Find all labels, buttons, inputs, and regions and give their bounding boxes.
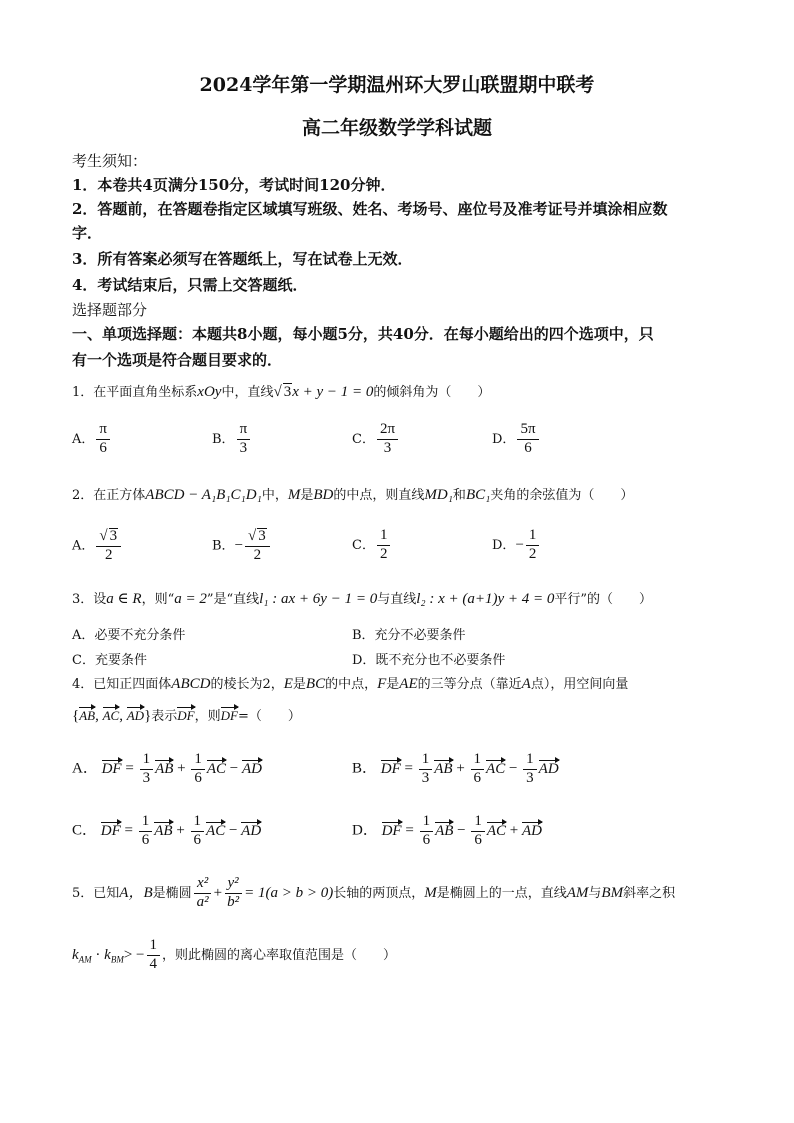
q3-option-d[interactable]: D．既不充分也不必要条件 (352, 653, 506, 668)
q4-option-d[interactable]: D． DF = $\frac{1}{6}$ AB − $\frac{1}{6}$ AC + AD (352, 813, 542, 848)
q1-option-d[interactable]: D． $\frac{5\pi}{6}$ (492, 422, 541, 457)
section-part: 选择题部分 (72, 301, 148, 319)
question-2: 2．在正方体ABCD − A₁B₁C₁D₁中，M是BD的中点，则直线MD₁和BC₁夹角的余弦值为（ ） (72, 487, 634, 503)
section-heading-line2: 有一个选项是符合题目要求的． (72, 351, 283, 369)
notice-item-2-cont: 字． (72, 224, 103, 242)
question-5-line1: 5．已知A，B是椭圆 $\frac{\text{x²}}{\text{a²}}$ + $\frac{\text{y²}}{\text{b²}}$ = 1(a > b > 0)长轴的两顶点，M是椭圆上的一点，直线AM与BM斜率之积 (72, 875, 676, 910)
notice-item-1: 1．本卷共4页满分150分，考试时间120分钟． (72, 176, 396, 194)
q4-option-a[interactable]: A． DF = $\frac{1}{3}$ AB + $\frac{1}{6}$ AC − AD (72, 751, 262, 786)
q2-option-d[interactable]: D．− $\frac{1}{2}$ (492, 528, 541, 563)
q2-option-a[interactable]: A． $\frac{√ 3}{2}$ (72, 528, 123, 564)
q2-option-c[interactable]: C． $\frac{1}{2}$ (352, 528, 392, 563)
q3-option-a[interactable]: A．必要不充分条件 (72, 628, 186, 643)
question-4-line2: {AB, AC, AD}表示DF，则DF=（ ） (72, 705, 301, 725)
q3-option-b[interactable]: B．充分不必要条件 (352, 628, 466, 643)
question-4-line1: 4．已知正四面体ABCD的棱长为2，E是BC的中点，F是AE的三等分点（靠近A点），用空间向量 (72, 676, 629, 692)
question-5-line2: $k_{AM} \cdot k_{BM}>$ − $\frac{1}{4}$ ，则此椭圆的离心率取值范围是（ ） (72, 937, 397, 972)
exam-subtitle: 高二年级数学学科试题 (301, 117, 492, 139)
notice-item-4: 4．考试结束后，只需上交答题纸． (72, 276, 308, 294)
q2-option-b[interactable]: B．− $\frac{√ 3}{2}$ (212, 528, 272, 564)
q3-option-c[interactable]: C．充要条件 (72, 653, 147, 668)
exam-title: 2024学年第一学期温州环大罗山联盟期中联考 (199, 74, 595, 96)
q4-option-c[interactable]: C． DF = $\frac{1}{6}$ AB + $\frac{1}{6}$ AC − AD (72, 813, 262, 848)
notice-item-2: 2．答题前，在答题卷指定区域填写班级、姓名、考场号、座位号及准考证号并填涂相应数 (72, 200, 668, 218)
notice-item-3: 3．所有答案必须写在答题纸上，写在试卷上无效． (72, 250, 413, 268)
section-heading-line1: 一、单项选择题：本题共8小题，每小题5分，共40分．在每小题给出的四个选项中，只 (72, 325, 654, 343)
question-1: 1．在平面直角坐标系xOy中，直线√ 3x + y − 1 = 0的倾斜角为（ ） (72, 384, 491, 400)
q1-option-a[interactable]: A． $\frac{\pi}{6}$ (72, 422, 112, 457)
question-3: 3．设a ∈ R，则“a = 2”是“直线l₁ : ax + 6y − 1 = 0与直线l₂ : x + (a+1)y + 4 = 0平行”的（ ） (72, 591, 653, 607)
q4-option-b[interactable]: B． DF = $\frac{1}{3}$ AB + $\frac{1}{6}$ AC − $\frac{1}{3}$ AD (352, 751, 559, 786)
q1-option-c[interactable]: C． $\frac{2\pi}{3}$ (352, 422, 400, 457)
q1-option-b[interactable]: B． $\frac{\pi}{3}$ (212, 422, 252, 457)
notice-heading: 考生须知： (72, 152, 148, 170)
